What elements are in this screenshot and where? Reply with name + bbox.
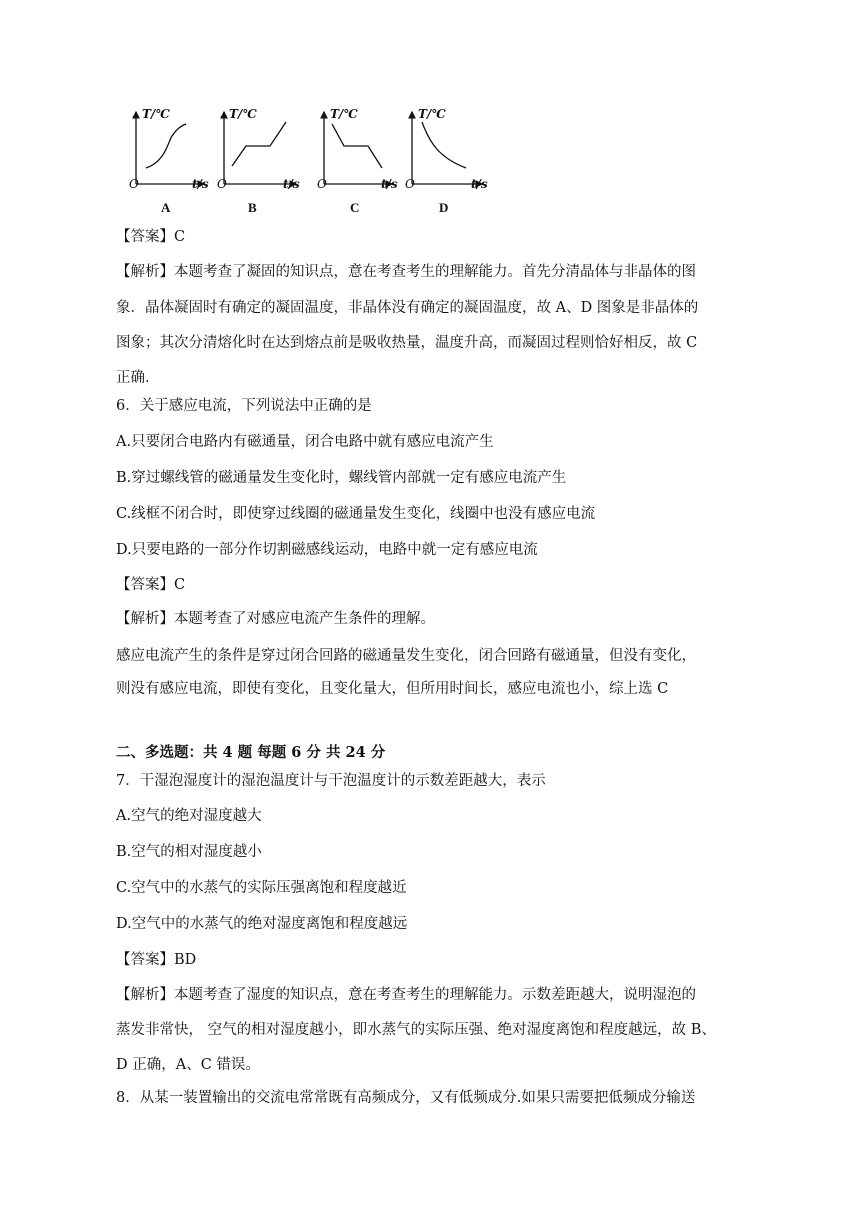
panel-label-d: D (439, 200, 449, 215)
q5-analysis-line-3: 图象；其次分清熔化时在达到熔点前是吸收热量，温度升高，而凝固过程则恰好相反，故 C (116, 335, 698, 351)
q8-stem: 8．从某一装置输出的交流电常常既有高频成分，又有低频成分.如果只需要把低频成分输送 (116, 1090, 696, 1106)
q5-analysis-line-2: 象．晶体凝固时有确定的凝固温度，非晶体没有确定的凝固温度，故 A、D 图象是非晶体的 (116, 300, 699, 316)
q6-option-b: B.穿过螺线管的磁通量发生变化时，螺线管内部就一定有感应电流产生 (116, 470, 567, 486)
origin-a: O (129, 177, 139, 191)
q7-stem: 7．干湿泡湿度计的湿泡温度计与干泡温度计的示数差距越大，表示 (116, 773, 546, 789)
panel-label-a: A (161, 200, 171, 215)
q5-analysis-line-1: 【解析】本题考查了凝固的知识点，意在考查考生的理解能力。首先分清晶体与非晶体的图 (116, 264, 696, 280)
q6-option-d: D.只要电路的一部分作切割磁感线运动，电路中就一定有感应电流 (116, 542, 538, 558)
graph-a (136, 112, 204, 184)
xlabel-c: t/s (381, 177, 398, 191)
ylabel-b: T/℃ (229, 107, 257, 121)
graph-c (324, 112, 392, 184)
panel-label-c: C (350, 200, 360, 215)
q6-answer: 【答案】C (116, 577, 186, 593)
q7-option-c: C.空气中的水蒸气的实际压强离饱和程度越近 (116, 880, 407, 896)
q7-analysis-line-3: D 正确，A、C 错误。 (116, 1057, 260, 1073)
xlabel-d: t/s (471, 177, 488, 191)
origin-b: O (217, 177, 227, 191)
q7-analysis-line-2: 蒸发非常快， 空气的相对湿度越小，即水蒸气的实际压强、绝对湿度离饱和程度越远，故 B、 (116, 1022, 716, 1038)
origin-d: O (405, 177, 415, 191)
xlabel-b: t/s (283, 177, 300, 191)
ylabel-d: T/℃ (418, 107, 446, 121)
panel-label-b: B (248, 200, 257, 215)
q6-option-c: C.线框不闭合时，即使穿过线圈的磁通量发生变化，线圈中也没有感应电流 (116, 506, 596, 522)
q6-stem: 6．关于感应电流，下列说法中正确的是 (116, 398, 372, 414)
q6-option-a: A.只要闭合电路内有磁通量，闭合电路中就有感应电流产生 (116, 434, 494, 450)
q7-option-d: D.空气中的水蒸气的绝对湿度离饱和程度越远 (116, 916, 408, 932)
q7-option-b: B.空气的相对湿度越小 (116, 844, 262, 860)
xlabel-a: t/s (192, 177, 209, 191)
section-heading: 二、多选题：共 4 题 每题 6 分 共 24 分 (116, 744, 386, 761)
temperature-time-graphs (120, 100, 510, 200)
q6-analysis-line-3: 则没有感应电流，即使有变化，且变化量大，但所用时间长，感应电流也小，综上选 C (116, 681, 669, 697)
q7-answer: 【答案】BD (116, 952, 197, 968)
q6-analysis-line-1: 【解析】本题考查了对感应电流产生条件的理解。 (116, 611, 435, 627)
graph-d (412, 112, 482, 184)
q7-analysis-line-1: 【解析】本题考查了湿度的知识点，意在考查考生的理解能力。示数差距越大，说明湿泡的 (116, 987, 696, 1003)
q5-analysis-line-4: 正确． (116, 370, 160, 386)
ylabel-a: T/℃ (142, 107, 170, 121)
q6-analysis-line-2: 感应电流产生的条件是穿过闭合回路的磁通量发生变化，闭合回路有磁通量，但没有变化， (116, 648, 696, 664)
q7-option-a: A.空气的绝对湿度越大 (116, 808, 262, 824)
graph-b (224, 112, 296, 184)
origin-c: O (317, 177, 327, 191)
q5-answer: 【答案】C (116, 229, 186, 245)
ylabel-c: T/℃ (330, 107, 358, 121)
